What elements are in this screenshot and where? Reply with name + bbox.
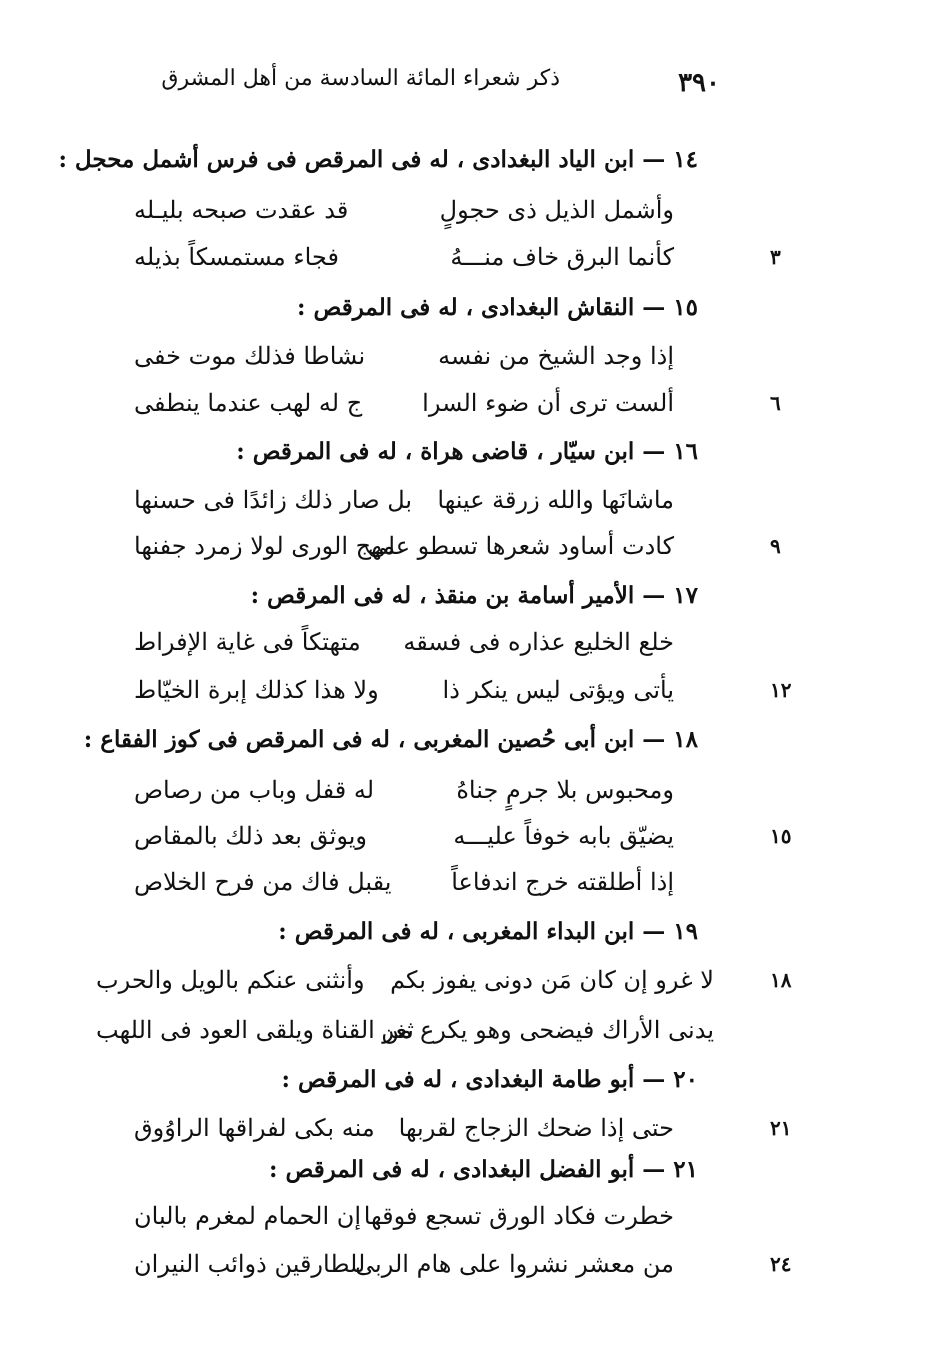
verse-first-hemistich: من معشر نشروا على هام الربى	[355, 1250, 674, 1278]
verse-first-hemistich: لا غرو إن كان مَن دونى يفوز بكم	[390, 966, 714, 994]
verse-line	[0, 676, 936, 720]
poet-heading: ١٧ — الأمير أسامة بن منقذ ، له فى المرقص :	[250, 582, 698, 609]
page-number: ٣٩٠	[678, 68, 720, 98]
line-number: ٦	[770, 391, 781, 415]
line-number: ٣	[770, 245, 781, 269]
verse-first-hemistich: يأتى ويؤتى ليس ينكر ذا	[442, 676, 674, 704]
verse-line	[0, 628, 936, 672]
verse-line	[0, 776, 936, 820]
verse-line	[0, 532, 936, 576]
verse-first-hemistich: ومحبوس بلا جرمٍ جناهُ	[456, 776, 674, 804]
verse-second-hemistich: منه بكى لفراقها الراوُوق	[134, 1114, 375, 1142]
poet-heading: ٢١ — أبو الفضل البغدادى ، له فى المرقص :	[269, 1156, 698, 1183]
verse-second-hemistich: ويوثق بعد ذلك بالمقاص	[134, 822, 367, 850]
running-title: ذكر شعراء المائة السادسة من أهل المشرق	[161, 66, 560, 91]
verse-second-hemistich: فجاء مستمسكاً بذيله	[134, 243, 339, 271]
verse-first-hemistich: حتى إذا ضحك الزجاج لقربها	[398, 1114, 674, 1142]
verse-first-hemistich: خطرت فكاد الورق تسجع فوقها	[363, 1202, 674, 1230]
line-number: ١٢	[770, 678, 792, 702]
verse-line	[0, 868, 936, 912]
verse-first-hemistich: ماشانَها والله زرقة عينها	[437, 486, 674, 514]
verse-second-hemistich: متهتكاً فى غاية الإفراط	[134, 628, 361, 656]
verse-first-hemistich: ألست ترى أن ضوء السرا	[422, 389, 674, 417]
verse-first-hemistich: كأنما البرق خاف منـــهُ	[450, 243, 674, 271]
poet-heading: ١٩ — ابن البداء المغربى ، له فى المرقص :	[278, 918, 698, 945]
verse-line	[0, 389, 936, 433]
poet-heading: ١٦ — ابن سيّار ، قاضى هراة ، له فى المرقص :	[236, 438, 698, 465]
verse-first-hemistich: وأشمل الذيل ذى حجولٍ	[439, 196, 674, 224]
line-number: ١٥	[770, 824, 792, 848]
verse-line	[0, 196, 936, 240]
verse-second-hemistich: ثغر القناة ويلقى العود فى اللهب	[96, 1016, 414, 1044]
verse-first-hemistich: كادت أساود شعرها تسطو على	[367, 532, 674, 560]
line-number: ٢٤	[770, 1252, 792, 1276]
verse-line	[0, 342, 936, 386]
verse-first-hemistich: إذا وجد الشيخ من نفسه	[438, 342, 674, 370]
verse-line	[0, 1016, 936, 1060]
verse-first-hemistich: يضيّق بابه خوفاً عليـــه	[453, 822, 674, 850]
verse-line	[0, 243, 936, 287]
verse-line	[0, 486, 936, 530]
poet-heading: ٢٠ — أبو طامة البغدادى ، له فى المرقص :	[281, 1066, 698, 1093]
verse-second-hemistich: نشاطا فذلك موت خفى	[134, 342, 366, 370]
verse-second-hemistich: بل صار ذلك زائدًا فى حسنها	[134, 486, 413, 514]
verse-second-hemistich: له قفل وباب من رصاص	[134, 776, 375, 804]
poet-heading: ١٤ — ابن الياد البغدادى ، له فى المرقص فى فرس أشمل محجل :	[58, 146, 698, 173]
running-header	[161, 62, 720, 106]
verse-second-hemistich: وأنثنى عنكم بالويل والحرب	[96, 966, 365, 994]
verse-second-hemistich: مهج الورى لولا زمرد جفنها	[134, 532, 396, 560]
verse-line	[0, 822, 936, 866]
line-number: ٩	[770, 534, 781, 558]
verse-second-hemistich: ولا هذا كذلك إبرة الخيّاط	[134, 676, 379, 704]
verse-second-hemistich: إن الحمام لمغرم بالبان	[134, 1202, 362, 1230]
verse-first-hemistich: إذا أطلقته خرج اندفاعاً	[451, 868, 674, 896]
poet-heading: ١٨ — ابن أبى حُصين المغربى ، له فى المرقص فى كوز الفقاع :	[83, 726, 698, 753]
verse-first-hemistich: يدنى الأراك فيضحى وهو يكرع من	[381, 1016, 714, 1044]
verse-first-hemistich: خلع الخليع عذاره فى فسقه	[403, 628, 674, 656]
verse-second-hemistich: قد عقدت صبحه بليـله	[134, 196, 349, 224]
verse-line	[0, 966, 936, 1010]
line-number: ٢١	[770, 1116, 792, 1140]
verse-line	[0, 1250, 936, 1294]
verse-line	[0, 1202, 936, 1246]
verse-line	[0, 1114, 936, 1158]
poet-heading: ١٥ — النقاش البغدادى ، له فى المرقص :	[297, 294, 698, 321]
verse-second-hemistich: للطارقين ذوائب النيران	[134, 1250, 366, 1278]
verse-second-hemistich: ج له لهب عندما ينطفى	[134, 389, 363, 417]
verse-second-hemistich: يقبل فاك من فرح الخلاص	[134, 868, 392, 896]
line-number: ١٨	[770, 968, 792, 992]
